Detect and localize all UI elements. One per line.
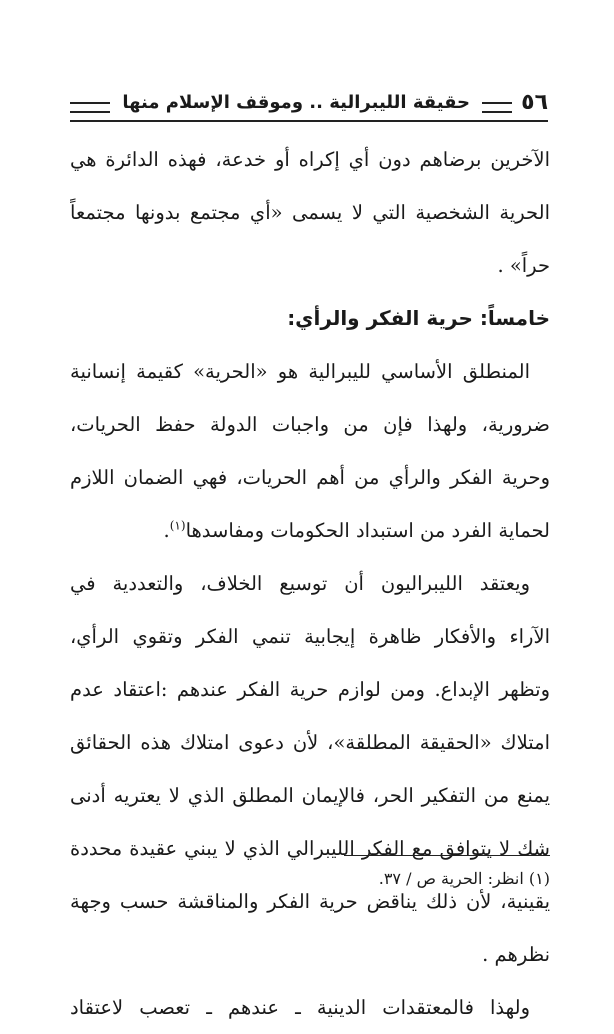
footnote-marker[interactable]: (١) bbox=[169, 518, 186, 533]
text-line: الآخرين برضاهم دون أي إكراه أو خدعة، فهذه الدائرة هي bbox=[70, 148, 550, 171]
text-line: شك لا يتوافق مع الفكر الليبرالي الذي لا يبني عقيدة محددة bbox=[70, 837, 550, 860]
text-line: ويعتقد الليبراليون أن توسيع الخلاف، والتعددية في bbox=[70, 572, 530, 595]
text-line: الآراء والأفكار ظاهرة إيجابية تنمي الفكر وتقوي الرأي، bbox=[70, 625, 550, 648]
header-ornament-right bbox=[482, 102, 512, 113]
text-line: امتلاك «الحقيقة المطلقة»، لأن دعوى امتلاك هذه الحقائق bbox=[70, 731, 550, 754]
page-header bbox=[70, 88, 548, 122]
header-rule bbox=[70, 120, 548, 122]
text-line: المنطلق الأساسي لليبرالية هو «الحرية» كقيمة إنسانية bbox=[70, 360, 530, 383]
page-number: ٥٦ bbox=[521, 90, 548, 115]
text-line-with-footnote: لحماية الفرد من استبداد الحكومات ومفاسدها$^{(١)}$. bbox=[163, 518, 550, 542]
text-line: حراً» . bbox=[497, 254, 550, 277]
running-title: حقيقة الليبرالية .. وموقف الإسلام منها bbox=[122, 92, 470, 113]
text-line: نظرهم . bbox=[482, 943, 550, 966]
text-line: يقينية، لأن ذلك يناقض حرية الفكر والمناقشة حسب وجهة bbox=[70, 890, 550, 913]
text-line: ضرورية، ولهذا فإن من واجبات الدولة حفظ الحريات، bbox=[70, 413, 550, 436]
text-line: وحرية الفكر والرأي من أهم الحريات، فهي الضمان اللازم bbox=[70, 466, 550, 489]
text-line: لحماية الفرد من استبداد الحكومات ومفاسدها bbox=[185, 519, 550, 542]
text-line: الحرية الشخصية التي لا يسمى «أي مجتمع بدونها مجتمعاً bbox=[70, 201, 550, 224]
text-line: ولهذا فالمعتقدات الدينية ـ عندهم ـ تعصب لاعتقاد bbox=[70, 996, 530, 1019]
footnote: (١) انظر: الحرية ص / ٣٧. bbox=[378, 869, 550, 888]
body-text bbox=[70, 133, 550, 1034]
section-heading: خامساً: حرية الفكر والرأي: bbox=[287, 306, 550, 330]
header-ornament-left bbox=[70, 102, 110, 113]
footnote-rule bbox=[344, 855, 550, 856]
text-line: وتظهر الإبداع. ومن لوازم حرية الفكر عندهم :اعتقاد عدم bbox=[70, 678, 550, 701]
text-line: يمنع من التفكير الحر، فالإيمان المطلق الذي لا يعتريه أدنى bbox=[70, 784, 550, 807]
